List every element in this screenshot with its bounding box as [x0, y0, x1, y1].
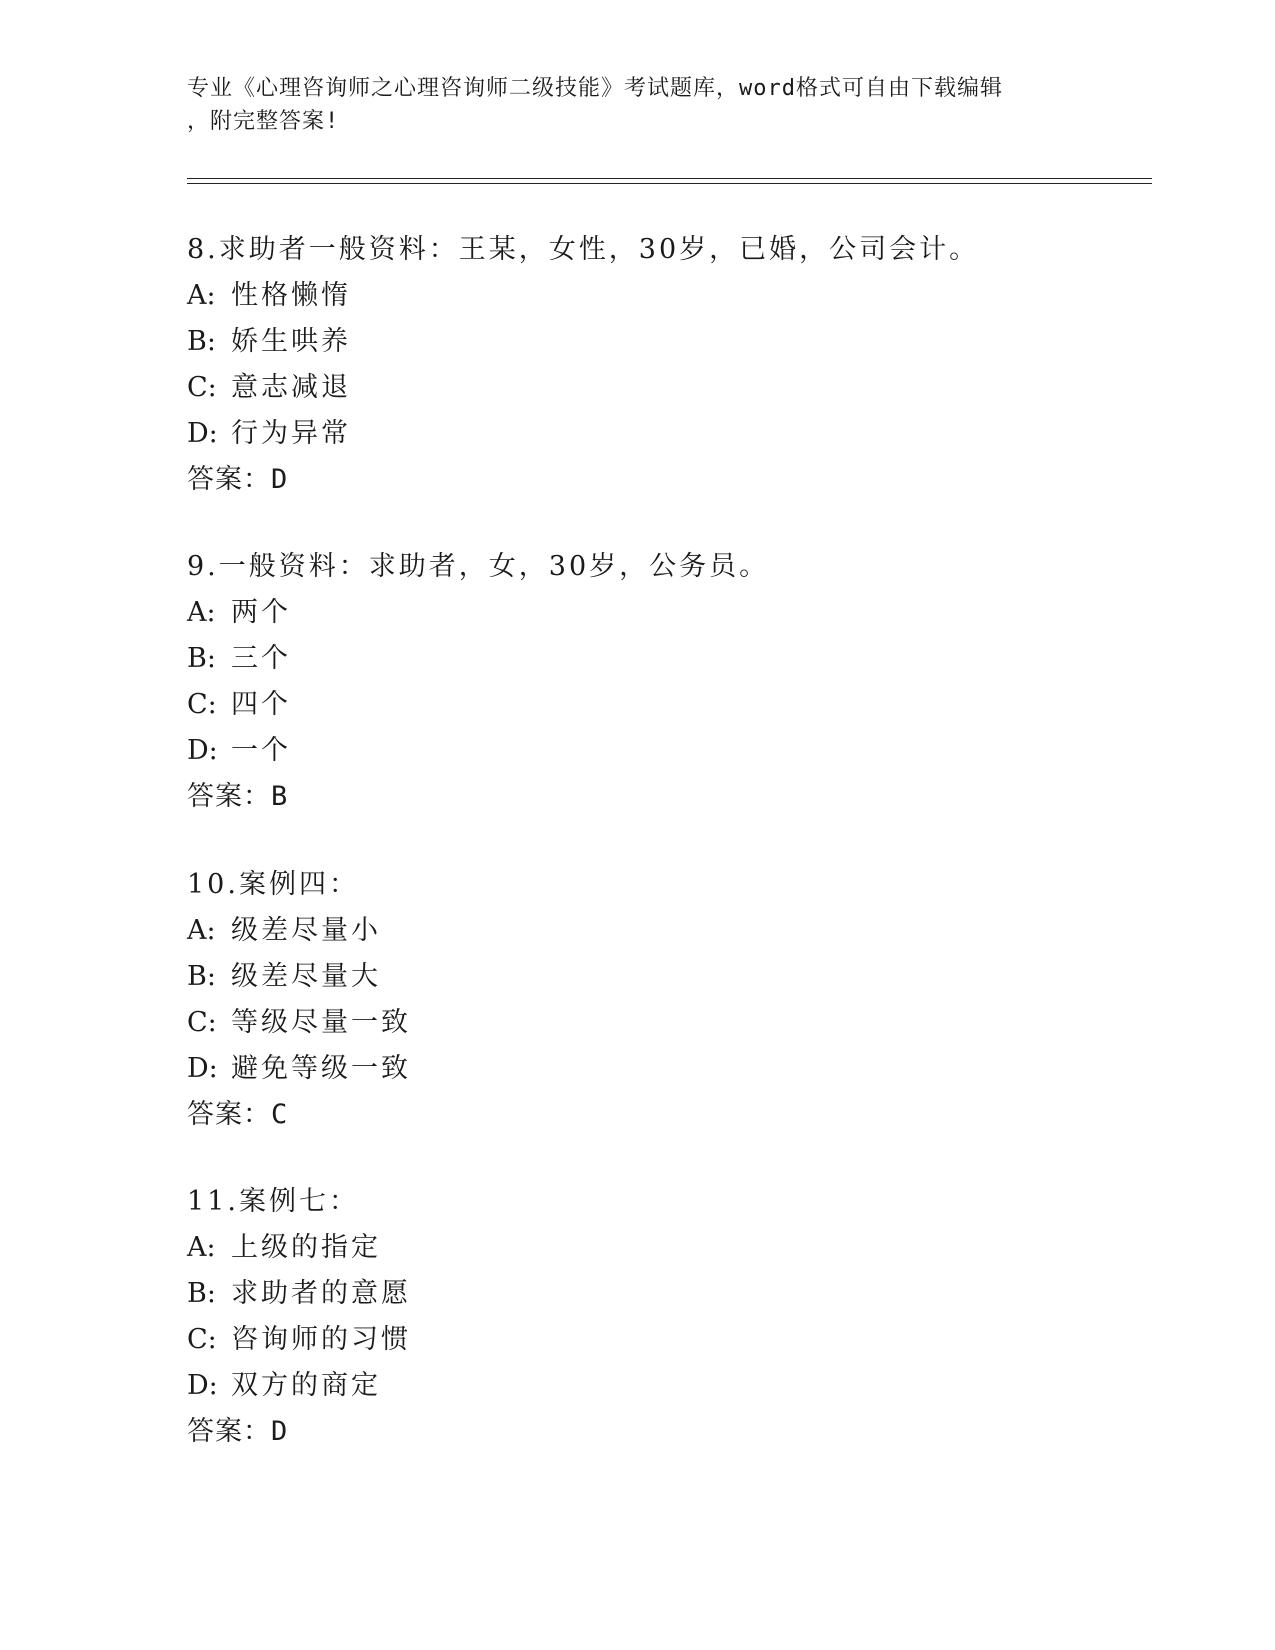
option-text: 双方的商定: [231, 1370, 381, 1401]
option-d: [187, 1046, 1087, 1092]
option-key: D:: [187, 1370, 218, 1401]
answer-value: C: [271, 1099, 289, 1130]
option-key: D:: [187, 735, 218, 766]
option-text: 一个: [231, 735, 291, 766]
option-a: [187, 590, 1087, 636]
answer-label: 答案：: [187, 781, 271, 812]
answer-value: B: [271, 781, 289, 812]
header-line-2: ，附完整答案!: [187, 109, 340, 134]
option-key: C:: [187, 1324, 217, 1355]
option-text: 避免等级一致: [231, 1053, 411, 1084]
header-divider-top: [187, 178, 1152, 179]
option-text: 娇生哄养: [231, 326, 351, 357]
question-block: [187, 544, 1087, 820]
option-c: [187, 1000, 1087, 1046]
option-c: [187, 1317, 1087, 1363]
option-text: 意志减退: [231, 372, 351, 403]
option-c: [187, 365, 1087, 411]
question-block: [187, 862, 1087, 1138]
option-a: [187, 273, 1087, 319]
option-key: B:: [187, 1278, 216, 1309]
option-d: [187, 728, 1087, 774]
option-key: B:: [187, 961, 216, 992]
question-stem: 10.案例四：: [187, 869, 359, 900]
option-key: B:: [187, 326, 216, 357]
option-text: 求助者的意愿: [231, 1278, 411, 1309]
option-key: A:: [187, 597, 216, 628]
option-b: [187, 319, 1087, 365]
answer-label: 答案：: [187, 464, 271, 495]
option-text: 级差尽量小: [231, 915, 381, 946]
option-text: 上级的指定: [231, 1232, 381, 1263]
answer-value: D: [271, 1416, 289, 1447]
option-text: 三个: [231, 643, 291, 674]
option-text: 行为异常: [231, 418, 351, 449]
option-text: 等级尽量一致: [231, 1007, 411, 1038]
option-c: [187, 682, 1087, 728]
option-key: A:: [187, 1232, 216, 1263]
question-stem: 8.求助者一般资料：王某，女性，30岁，已婚，公司会计。: [187, 234, 980, 265]
answer-value: D: [271, 464, 289, 495]
option-a: [187, 1225, 1087, 1271]
option-text: 咨询师的习惯: [231, 1324, 411, 1355]
option-key: C:: [187, 1007, 217, 1038]
option-d: [187, 1363, 1087, 1409]
option-key: C:: [187, 372, 217, 403]
option-b: [187, 1271, 1087, 1317]
option-key: A:: [187, 915, 216, 946]
option-a: [187, 908, 1087, 954]
option-d: [187, 411, 1087, 457]
option-key: D:: [187, 1053, 218, 1084]
option-text: 两个: [231, 597, 291, 628]
answer-line: [187, 1092, 1087, 1138]
document-header: [187, 72, 1087, 138]
answer-label: 答案：: [187, 1416, 271, 1447]
option-key: D:: [187, 418, 218, 449]
question-block: [187, 1179, 1087, 1455]
option-key: B:: [187, 643, 216, 674]
option-text: 性格懒惰: [231, 280, 351, 311]
option-key: C:: [187, 689, 217, 720]
option-b: [187, 636, 1087, 682]
option-key: A:: [187, 280, 216, 311]
question-stem: 9.一般资料：求助者，女，30岁，公务员。: [187, 551, 770, 582]
answer-line: [187, 1409, 1087, 1455]
option-text: 级差尽量大: [231, 961, 381, 992]
answer-line: [187, 774, 1087, 820]
answer-label: 答案：: [187, 1099, 271, 1130]
header-divider-bottom: [187, 183, 1152, 184]
option-text: 四个: [231, 689, 291, 720]
header-line-1: 专业《心理咨询师之心理咨询师二级技能》考试题库，word格式可自由下载编辑: [187, 76, 1003, 101]
option-b: [187, 954, 1087, 1000]
answer-line: [187, 457, 1087, 503]
question-stem: 11.案例七：: [187, 1186, 359, 1217]
question-block: [187, 227, 1087, 503]
